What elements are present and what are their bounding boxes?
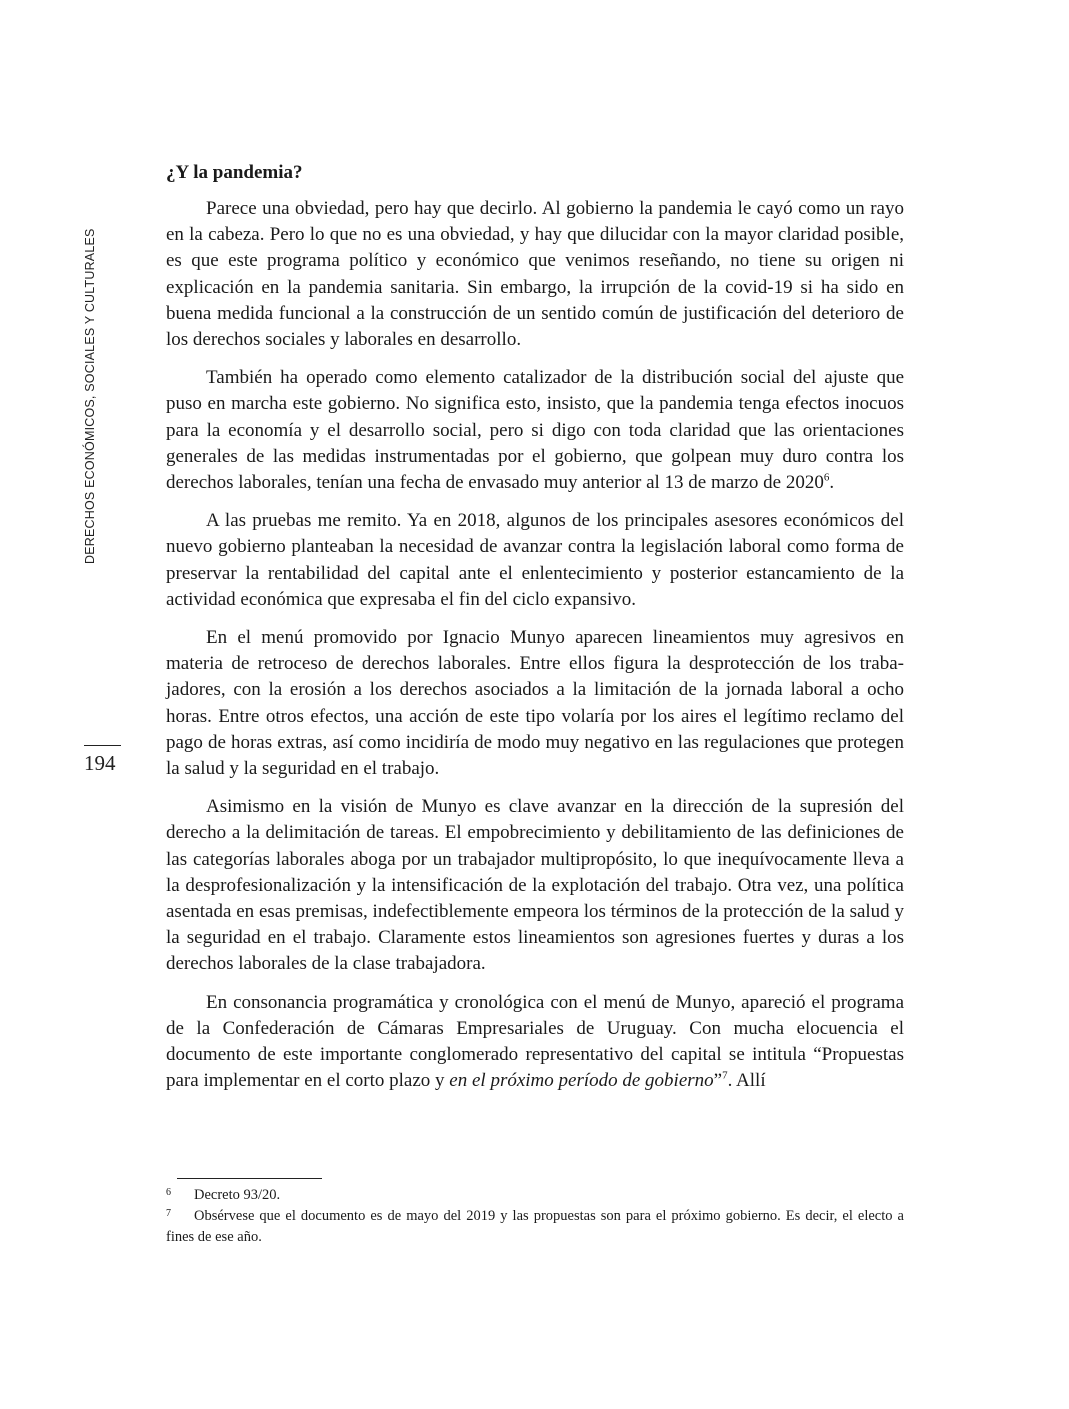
main-text	[166, 160, 904, 1107]
paragraph-6	[166, 990, 904, 1095]
footnote-ref-7[interactable]: 7	[722, 1069, 728, 1082]
section-heading: ¿Y la pandemia?	[166, 162, 303, 183]
footnote-6	[166, 1185, 904, 1206]
paragraph-3: A las pruebas me remito. Ya en 2018, algunos de los principales asesores económicos del nuevo gobierno planteaban la necesidad de avanzar contra la legislación laboral como forma de preservar la rentabilidad del capital ante el enlentecimiento y posterior estancamiento de la actividad económica que expresaba el fin del ciclo expansivo.	[166, 510, 904, 610]
footnote-text: Decreto 93/20.	[194, 1187, 281, 1203]
paragraph-1: Parece una obviedad, pero hay que decirlo. Al gobierno la pandemia le cayó como un rayo en la cabeza. Pero lo que no es una obviedad, y hay que dilucidar con la mayor claridad posible, es que este programa político y económico que venimos reseñando, no tiene su origen ni explicación en la pandemia sanitaria. Sin embargo, la irrupción de la covid-19 si ha sido en buena medida funcional a la construcción de un sentido común de justificación del deterioro de los derechos sociales y laborales en desarrollo.	[166, 198, 904, 351]
paragraph-6-italic: en el próximo período de gobierno	[449, 1070, 714, 1092]
footnote-number: 6	[166, 1187, 171, 1198]
page-number: 194	[84, 751, 116, 775]
footnote-rule	[177, 1178, 322, 1179]
running-head: DERECHOS ECONÓMICOS, SOCIALES Y CULTURALES	[83, 228, 97, 564]
footnote-ref-6[interactable]: 6	[823, 471, 830, 484]
page-number-rule	[84, 745, 121, 746]
paragraph-5: Asimismo en la visión de Munyo es clave avanzar en la dirección de la supresión del derecho a la delimitación de tareas. El empobrecimiento y debilitamiento de las definiciones de las categorías laborales aboga por un trabajador multipropósito, lo que inequívocamente lleva a la desprofesionalización y la intensificación de la explotación del trabajo. Otra vez, una política asentada en esas premisas, indefectiblemente empeora los términos de la protección de la salud y la seguridad en el trabajo. Claramente estos lineamientos son agresiones fuertes y duras a los derechos laborales de la clase trabajadora.	[166, 796, 904, 975]
paragraph-6-text: En consonancia programática y cronológica con el menú de Munyo, apareció el programa de la Confederación de Cámaras Empresariales de Uruguay. Con mucha elocuencia el documento de este importante conglomerado representativo del capital se intitula “Propuestas para implementar en el corto plazo y	[166, 991, 904, 1092]
footnotes	[166, 1185, 904, 1248]
paragraph-6-end: . Allí	[727, 1070, 766, 1092]
paragraph-2-text: También ha operado como elemento catalizador de la distribución social del ajuste que puso en marcha este gobierno. No significa esto, insisto, que la pandemia tenga efectos inocuos para la economía y el desarrollo social, pero si digo con toda claridad que las orientaciones generales de las medidas instrumentadas por el gobierno, que golpean muy duro contra los derechos laborales, tenían una fecha de envasado muy anterior al 13 de marzo de 2020	[166, 367, 904, 494]
footnote-text: Obsérvese que el documento es de mayo del 2019 y las propuestas son para el próximo gobierno. Es decir, el electo a fines de ese año.	[166, 1208, 904, 1245]
paragraph-4: En el menú promovido por Ignacio Munyo aparecen lineamientos muy agresivos en materia de retroceso de derechos laborales. Entre ellos figura la desprotección de los trabajadores, con la erosión a los derechos asociados a la limitación de la jornada laboral a ocho horas. Entre otros efectos, una acción de este tipo volaría por los aires el legítimo reclamo del pago de horas extras, así como incidiría de modo muy negativo en las regulaciones que protegen la salud y la seguridad en el trabajo.	[166, 627, 904, 780]
paragraph-2	[166, 365, 904, 496]
footnote-7	[166, 1206, 904, 1248]
paragraph-6-quote: ”	[713, 1070, 723, 1092]
paragraph-2-end: .	[829, 472, 835, 494]
footnote-number: 7	[166, 1208, 171, 1219]
